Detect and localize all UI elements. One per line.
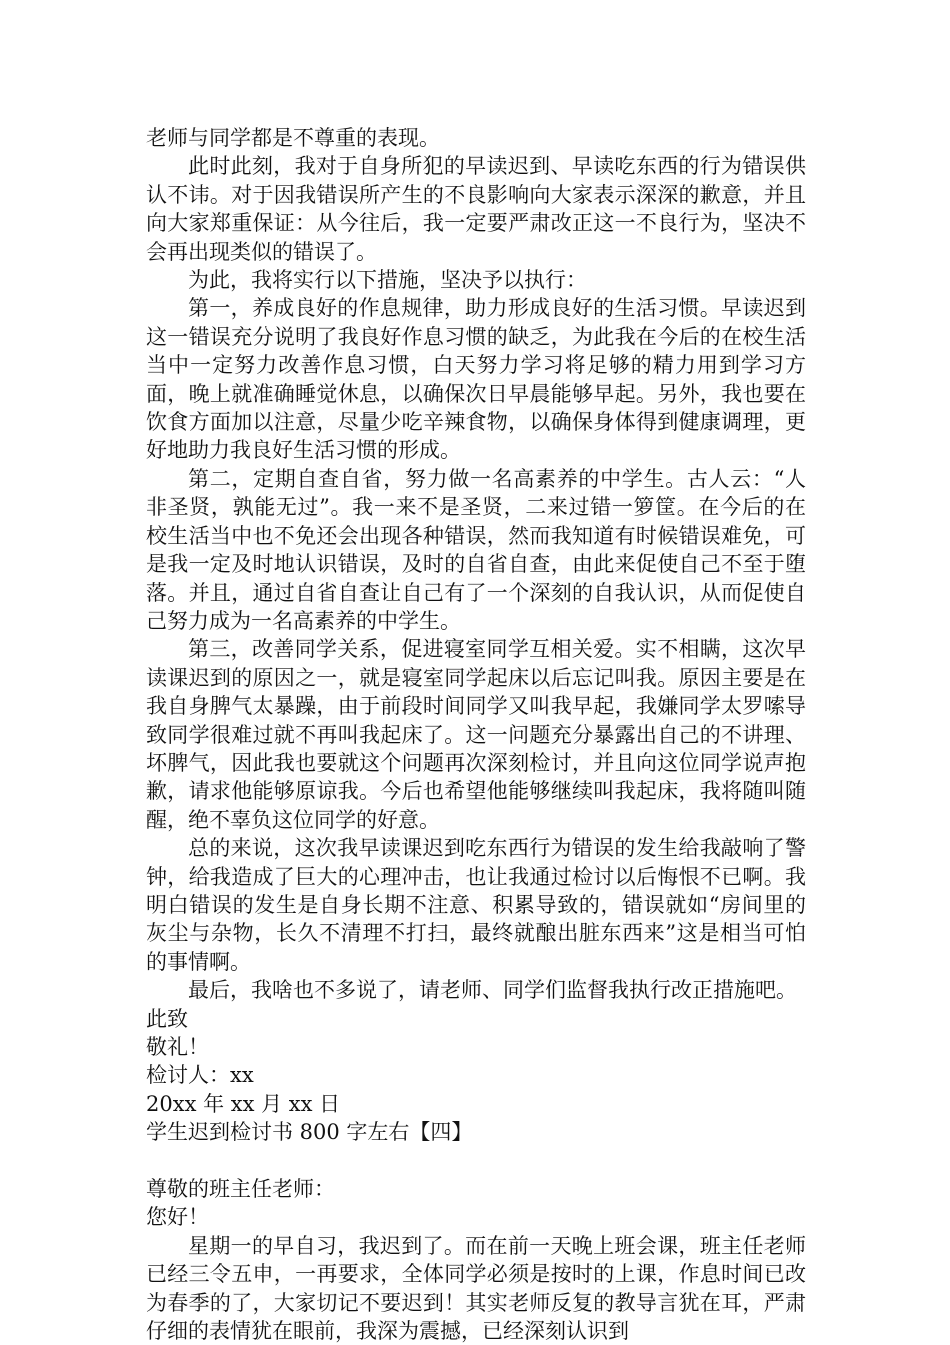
paragraph-measure-3: 第三，改善同学关系，促进寝室同学互相关爱。实不相瞒，这次早读课迟到的原因之一，就是寝室同学起床以后忘记叫我。原因主要是在我自身脾气太暴躁，由于前段时间同学又叫我早起，我嫌同学太罗嗦导致同学很难过就不再叫我起床了。这一问题充分暴露出自己的不讲理、坏脾气，因此我也要就这个问题再次深刻检讨，并且向这位同学说声抱歉，请求他能够原谅我。今后也希望他能够继续叫我起床，我将随叫随醒，绝不辜负这位同学的好意。 [146, 637, 806, 832]
closing-salute-2: 敬礼！ [146, 1035, 209, 1059]
blank-line [146, 1147, 806, 1175]
closing-author: 检讨人：xx [146, 1063, 254, 1088]
letter-greeting: 尊敬的班主任老师： [146, 1177, 335, 1202]
paragraph-measures-intro: 为此，我将实行以下措施，坚决予以执行： [188, 268, 587, 293]
paragraph-summary: 总的来说，这次我早读课迟到吃东西行为错误的发生给我敲响了警钟，给我造成了巨大的心理冲击，也让我通过检讨以后悔恨不已啊。我明白错误的发生是自身长期不注意、积累导致的，错误就如“房间里的灰尘与杂物，长久不清理不打扫，最终就酿出脏东西来”这是相当可怕的事情啊。 [146, 836, 806, 974]
letter-hello: 您好！ [146, 1205, 209, 1230]
section-heading: 学生迟到检讨书 800 字左右【四】 [146, 1120, 473, 1145]
closing-salute-1: 此致 [146, 1006, 188, 1031]
paragraph-measure-1: 第一，养成良好的作息规律，助力形成良好的生活习惯。早读迟到这一错误充分说明了我良好作息习惯的缺乏，为此我在今后的在校生活当中一定努力改善作息习惯，白天努力学习将足够的精力用到学习方面，晚上就准确睡觉休息，以确保次日早晨能够早起。另外，我也要在饮食方面加以注意，尽量少吃辛辣食物，以确保身体得到健康调理，更好地助力我良好生活习惯的形成。 [146, 296, 806, 463]
letter-body: 星期一的早自习，我迟到了。而在前一天晚上班会课，班主任老师已经三令五申，一再要求，全体同学必须是按时的上课，作息时间已改为春季的了，大家切记不要迟到！其实老师反复的教导言犹在耳，严肃仔细的表情犹在眼前，我深为震撼，已经深刻认识到 [146, 1233, 806, 1344]
document-body [146, 124, 806, 1345]
paragraph-final: 最后，我啥也不多说了，请老师、同学们监督我执行改正措施吧。 [188, 978, 797, 1003]
closing-date: 20xx 年 xx 月 xx 日 [146, 1091, 341, 1116]
paragraph-admission: 此时此刻，我对于自身所犯的早读迟到、早读吃东西的行为错误供认不讳。对于因我错误所产生的不良影响向大家表示深深的歉意，并且向大家郑重保证：从今往后，我一定要严肃改正这一不良行为，坚决不会再出现类似的错误了。 [146, 154, 806, 264]
paragraph-measure-2: 第二，定期自查自省，努力做一名高素养的中学生。古人云：“人非圣贤，孰能无过”。我一来不是圣贤，二来过错一箩筐。在今后的在校生活当中也不免还会出现各种错误，然而我知道有时候错误难免，可是我一定及时地认识错误，及时的自省自查，由此来促使自己不至于堕落。并且，通过自省自查让自己有了一个深刻的自我认识，从而促使自己努力成为一名高素养的中学生。 [146, 466, 806, 633]
paragraph-continuation: 老师与同学都是不尊重的表现。 [146, 126, 440, 150]
